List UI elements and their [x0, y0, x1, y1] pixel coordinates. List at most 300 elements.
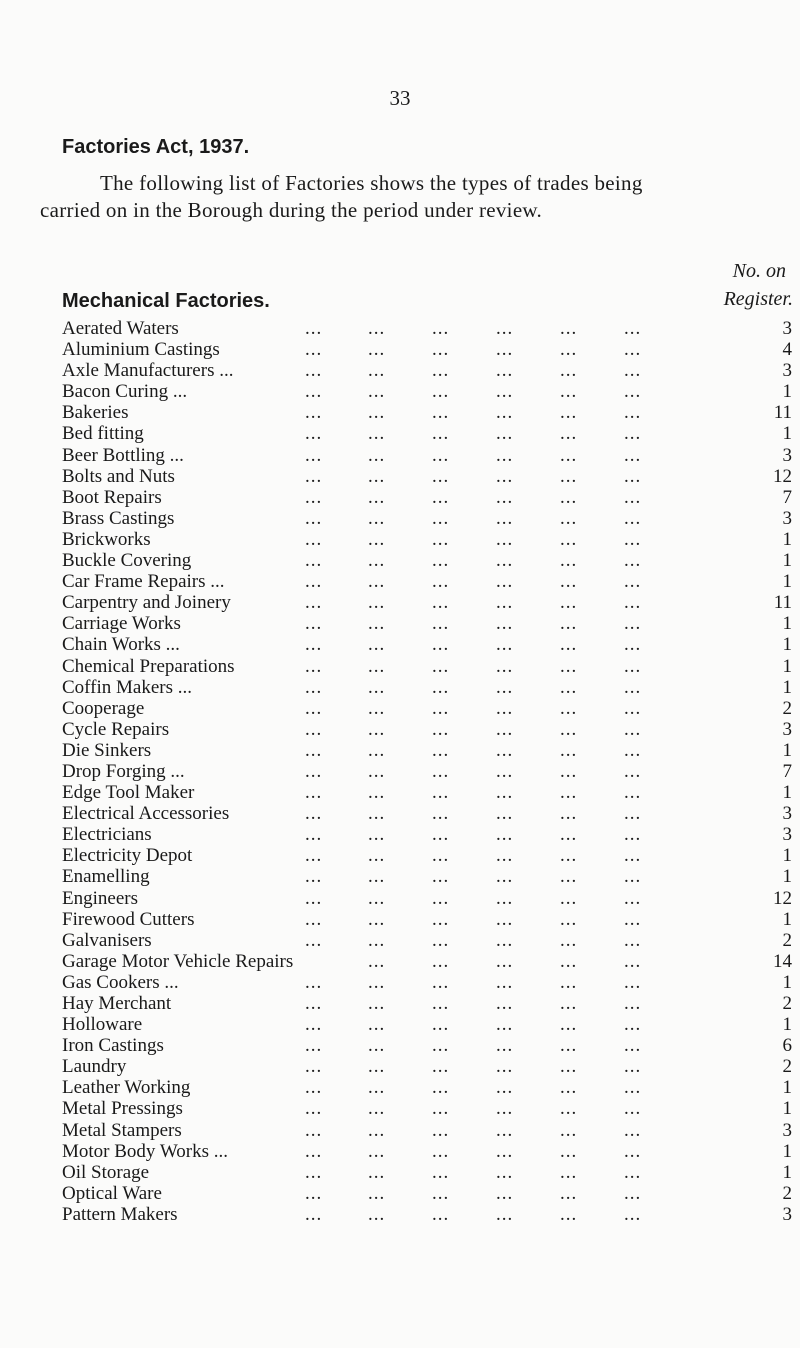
leader-dots: ... [560, 402, 578, 424]
leader-dots: ... [624, 782, 642, 804]
trade-name: Electrical Accessories [62, 803, 230, 825]
leader-dots: ... [432, 592, 450, 614]
leader-dots: ... [624, 1140, 642, 1162]
leader-dots: ... [496, 465, 514, 487]
leader-dots: ... [560, 1140, 578, 1162]
leader-dots: ... [368, 444, 386, 466]
leader-dots: ... [496, 845, 514, 867]
leader-dots: ... [305, 676, 323, 698]
leader-dots: ... [432, 402, 450, 424]
leader-dots: ... [432, 1161, 450, 1183]
leader-dots: ... [560, 718, 578, 740]
register-count: 1 [782, 1077, 792, 1099]
leader-dots: ... [496, 1077, 514, 1099]
leader-dots: ... [368, 1098, 386, 1120]
leader-dots: ... [368, 782, 386, 804]
leader-dots: ... [624, 1182, 642, 1204]
leader-dots: ... [560, 782, 578, 804]
register-count: 12 [773, 887, 792, 909]
leader-dots: ... [496, 339, 514, 361]
table-row [62, 740, 792, 761]
leader-dots: ... [496, 697, 514, 719]
table-row [62, 508, 792, 529]
leader-dots: ... [496, 1203, 514, 1225]
table-row [62, 1056, 792, 1077]
leader-dots: ... [624, 486, 642, 508]
leader-dots: ... [368, 908, 386, 930]
trade-name: Electricians [62, 824, 152, 846]
leader-dots: ... [624, 908, 642, 930]
leader-dots: ... [432, 845, 450, 867]
table-row [62, 1162, 792, 1183]
trade-name: Chain Works ... [62, 634, 180, 656]
leader-dots: ... [432, 613, 450, 635]
leader-dots: ... [432, 993, 450, 1014]
leader-dots: ... [560, 866, 578, 888]
register-count: 14 [773, 950, 792, 972]
leader-dots: ... [432, 824, 450, 846]
leader-dots: ... [496, 824, 514, 846]
leader-dots: ... [368, 1056, 386, 1078]
leader-dots: ... [560, 634, 578, 656]
trade-name: Brickworks [62, 528, 151, 550]
trade-name: Iron Castings [62, 1035, 164, 1057]
leader-dots: ... [496, 402, 514, 424]
leader-dots: ... [560, 887, 578, 909]
leader-dots: ... [624, 1098, 642, 1120]
leader-dots: ... [624, 845, 642, 867]
leader-dots: ... [305, 486, 323, 508]
register-count: 3 [782, 718, 792, 740]
register-count: 12 [773, 465, 792, 487]
trade-name: Motor Body Works ... [62, 1140, 228, 1162]
leader-dots: ... [305, 1035, 323, 1057]
leader-dots: ... [432, 971, 450, 993]
leader-dots: ... [560, 1161, 578, 1183]
register-count: 1 [782, 528, 792, 550]
table-row [62, 677, 792, 698]
leader-dots: ... [560, 803, 578, 825]
leader-dots: ... [305, 381, 323, 403]
leader-dots: ... [496, 613, 514, 635]
table-row [62, 1204, 792, 1225]
leader-dots: ... [432, 486, 450, 508]
leader-dots: ... [560, 381, 578, 403]
leader-dots: ... [368, 739, 386, 761]
trade-name: Die Sinkers [62, 739, 152, 761]
trade-name: Aerated Waters [62, 318, 179, 339]
leader-dots: ... [560, 697, 578, 719]
register-count: 2 [782, 1182, 792, 1204]
trade-name: Holloware [62, 1014, 143, 1036]
table-row [62, 803, 792, 824]
leader-dots: ... [624, 718, 642, 740]
leader-dots: ... [368, 803, 386, 825]
leader-dots: ... [624, 1014, 642, 1036]
trade-name: Bacon Curing ... [62, 381, 188, 403]
register-count: 1 [782, 1098, 792, 1120]
leader-dots: ... [305, 760, 323, 782]
leader-dots: ... [560, 1014, 578, 1036]
leader-dots: ... [305, 929, 323, 951]
leader-dots: ... [368, 360, 386, 382]
leader-dots: ... [624, 423, 642, 445]
leader-dots: ... [305, 1119, 323, 1141]
leader-dots: ... [496, 760, 514, 782]
trade-name: Buckle Covering [62, 550, 192, 572]
trade-name: Metal Stampers [62, 1119, 182, 1141]
table-row [62, 930, 792, 951]
trade-name: Carriage Works [62, 613, 181, 635]
leader-dots: ... [368, 1140, 386, 1162]
intro-line-1: The following list of Factories shows the types of trades being [100, 171, 643, 195]
leader-dots: ... [624, 697, 642, 719]
register-count: 3 [782, 803, 792, 825]
register-count: 2 [782, 993, 792, 1014]
leader-dots: ... [560, 486, 578, 508]
table-row [62, 381, 792, 402]
register-count: 11 [773, 592, 792, 614]
leader-dots: ... [624, 360, 642, 382]
leader-dots: ... [305, 1182, 323, 1204]
trade-name: Firewood Cutters [62, 908, 195, 930]
register-count: 1 [782, 655, 792, 677]
leader-dots: ... [305, 507, 323, 529]
leader-dots: ... [432, 866, 450, 888]
leader-dots: ... [496, 1182, 514, 1204]
leader-dots: ... [560, 360, 578, 382]
table-row [62, 402, 792, 423]
leader-dots: ... [368, 550, 386, 572]
leader-dots: ... [432, 760, 450, 782]
table-row [62, 972, 792, 993]
leader-dots: ... [560, 1077, 578, 1099]
leader-dots: ... [496, 507, 514, 529]
leader-dots: ... [368, 381, 386, 403]
leader-dots: ... [624, 950, 642, 972]
leader-dots: ... [368, 318, 386, 339]
leader-dots: ... [368, 528, 386, 550]
table-row [62, 550, 792, 571]
leader-dots: ... [624, 465, 642, 487]
leader-dots: ... [560, 592, 578, 614]
leader-dots: ... [496, 971, 514, 993]
leader-dots: ... [560, 845, 578, 867]
leader-dots: ... [432, 318, 450, 339]
intro-line-2: carried on in the Borough during the period under review. [40, 198, 543, 222]
leader-dots: ... [624, 571, 642, 593]
leader-dots: ... [560, 613, 578, 635]
table-row [62, 1120, 792, 1141]
leader-dots: ... [368, 866, 386, 888]
leader-dots: ... [496, 1035, 514, 1057]
leader-dots: ... [560, 971, 578, 993]
leader-dots: ... [432, 528, 450, 550]
leader-dots: ... [432, 908, 450, 930]
leader-dots: ... [305, 528, 323, 550]
table-row [62, 423, 792, 444]
leader-dots: ... [305, 571, 323, 593]
trade-name: Bakeries [62, 402, 129, 424]
leader-dots: ... [432, 381, 450, 403]
leader-dots: ... [305, 360, 323, 382]
leader-dots: ... [368, 1161, 386, 1183]
leader-dots: ... [624, 1035, 642, 1057]
leader-dots: ... [368, 486, 386, 508]
trade-name: Optical Ware [62, 1182, 162, 1204]
trade-name: Hay Merchant [62, 993, 172, 1014]
leader-dots: ... [560, 528, 578, 550]
register-count: 1 [782, 845, 792, 867]
leader-dots: ... [305, 718, 323, 740]
leader-dots: ... [560, 1035, 578, 1057]
trade-name: Enamelling [62, 866, 150, 888]
leader-dots: ... [624, 592, 642, 614]
trade-name: Carpentry and Joinery [62, 592, 231, 614]
leader-dots: ... [624, 739, 642, 761]
leader-dots: ... [305, 550, 323, 572]
leader-dots: ... [624, 1119, 642, 1141]
table-row [62, 909, 792, 930]
leader-dots: ... [496, 1056, 514, 1078]
leader-dots: ... [432, 803, 450, 825]
register-count: 1 [782, 634, 792, 656]
register-count: 1 [782, 908, 792, 930]
register-count: 7 [782, 760, 792, 782]
table-row [62, 782, 792, 803]
leader-dots: ... [432, 571, 450, 593]
leader-dots: ... [624, 339, 642, 361]
register-count: 3 [782, 444, 792, 466]
leader-dots: ... [624, 929, 642, 951]
leader-dots: ... [560, 465, 578, 487]
leader-dots: ... [432, 465, 450, 487]
leader-dots: ... [432, 360, 450, 382]
table-row [62, 529, 792, 550]
leader-dots: ... [560, 1119, 578, 1141]
leader-dots: ... [496, 950, 514, 972]
register-count: 1 [782, 866, 792, 888]
register-count: 1 [782, 1140, 792, 1162]
trade-name: Cooperage [62, 697, 145, 719]
table-row [62, 613, 792, 634]
leader-dots: ... [368, 760, 386, 782]
register-count: 1 [782, 381, 792, 403]
table-row [62, 445, 792, 466]
leader-dots: ... [560, 1056, 578, 1078]
leader-dots: ... [305, 697, 323, 719]
leader-dots: ... [496, 676, 514, 698]
leader-dots: ... [432, 1035, 450, 1057]
table-row [62, 951, 792, 972]
leader-dots: ... [305, 993, 323, 1014]
table-row [62, 656, 792, 677]
leader-dots: ... [368, 676, 386, 698]
leader-dots: ... [624, 444, 642, 466]
leader-dots: ... [305, 1203, 323, 1225]
trade-name: Brass Castings [62, 507, 175, 529]
leader-dots: ... [496, 782, 514, 804]
leader-dots: ... [560, 824, 578, 846]
leader-dots: ... [560, 929, 578, 951]
table-row [62, 634, 792, 655]
leader-dots: ... [432, 718, 450, 740]
leader-dots: ... [496, 739, 514, 761]
leader-dots: ... [368, 845, 386, 867]
leader-dots: ... [305, 444, 323, 466]
leader-dots: ... [368, 950, 386, 972]
leader-dots: ... [432, 550, 450, 572]
leader-dots: ... [432, 1077, 450, 1099]
leader-dots: ... [305, 803, 323, 825]
leader-dots: ... [624, 550, 642, 572]
leader-dots: ... [305, 655, 323, 677]
leader-dots: ... [496, 993, 514, 1014]
leader-dots: ... [496, 908, 514, 930]
leader-dots: ... [368, 971, 386, 993]
leader-dots: ... [624, 803, 642, 825]
leader-dots: ... [368, 993, 386, 1014]
factory-list [62, 318, 792, 1225]
trade-name: Cycle Repairs [62, 718, 170, 740]
table-row [62, 592, 792, 613]
table-row [62, 339, 792, 360]
table-row [62, 719, 792, 740]
leader-dots: ... [496, 486, 514, 508]
leader-dots: ... [305, 592, 323, 614]
leader-dots: ... [305, 782, 323, 804]
leader-dots: ... [560, 318, 578, 339]
leader-dots: ... [624, 676, 642, 698]
register-count: 2 [782, 929, 792, 951]
table-row [62, 824, 792, 845]
leader-dots: ... [496, 929, 514, 951]
register-count: 1 [782, 676, 792, 698]
table-row [62, 1183, 792, 1204]
leader-dots: ... [560, 655, 578, 677]
intro-paragraph [40, 170, 800, 224]
trade-name: Chemical Preparations [62, 655, 235, 677]
leader-dots: ... [305, 908, 323, 930]
trade-name: Galvanisers [62, 929, 152, 951]
leader-dots: ... [624, 824, 642, 846]
leader-dots: ... [432, 1203, 450, 1225]
leader-dots: ... [368, 571, 386, 593]
leader-dots: ... [624, 402, 642, 424]
leader-dots: ... [432, 1056, 450, 1078]
table-row [62, 761, 792, 782]
leader-dots: ... [305, 1056, 323, 1078]
leader-dots: ... [305, 1140, 323, 1162]
leader-dots: ... [496, 381, 514, 403]
trade-name: Aluminium Castings [62, 339, 220, 361]
leader-dots: ... [560, 1203, 578, 1225]
register-count: 3 [782, 1203, 792, 1225]
leader-dots: ... [624, 381, 642, 403]
leader-dots: ... [496, 718, 514, 740]
table-row [62, 1035, 792, 1056]
column-header-line-2: Register. [723, 288, 793, 310]
leader-dots: ... [496, 655, 514, 677]
leader-dots: ... [305, 613, 323, 635]
leader-dots: ... [560, 1182, 578, 1204]
leader-dots: ... [560, 423, 578, 445]
leader-dots: ... [305, 739, 323, 761]
leader-dots: ... [368, 613, 386, 635]
leader-dots: ... [432, 655, 450, 677]
table-row [62, 1141, 792, 1162]
leader-dots: ... [560, 339, 578, 361]
register-count: 4 [782, 339, 792, 361]
register-count: 1 [782, 739, 792, 761]
leader-dots: ... [305, 1077, 323, 1099]
leader-dots: ... [368, 655, 386, 677]
leader-dots: ... [432, 444, 450, 466]
leader-dots: ... [432, 1098, 450, 1120]
leader-dots: ... [496, 866, 514, 888]
leader-dots: ... [496, 550, 514, 572]
leader-dots: ... [624, 1077, 642, 1099]
register-count: 2 [782, 1056, 792, 1078]
leader-dots: ... [305, 339, 323, 361]
table-row [62, 866, 792, 887]
register-count: 3 [782, 360, 792, 382]
register-count: 1 [782, 971, 792, 993]
register-count: 1 [782, 613, 792, 635]
table-row [62, 1014, 792, 1035]
trade-name: Car Frame Repairs ... [62, 571, 225, 593]
leader-dots: ... [560, 993, 578, 1014]
register-count: 2 [782, 697, 792, 719]
register-count: 1 [782, 550, 792, 572]
leader-dots: ... [368, 697, 386, 719]
leader-dots: ... [624, 507, 642, 529]
leader-dots: ... [368, 1119, 386, 1141]
table-row [62, 466, 792, 487]
table-row [62, 845, 792, 866]
leader-dots: ... [496, 318, 514, 339]
register-count: 1 [782, 423, 792, 445]
leader-dots: ... [496, 1161, 514, 1183]
leader-dots: ... [368, 1182, 386, 1204]
leader-dots: ... [624, 613, 642, 635]
trade-name: Drop Forging ... [62, 760, 185, 782]
leader-dots: ... [496, 444, 514, 466]
leader-dots: ... [305, 866, 323, 888]
leader-dots: ... [368, 507, 386, 529]
trade-name: Bed fitting [62, 423, 144, 445]
leader-dots: ... [496, 423, 514, 445]
leader-dots: ... [560, 908, 578, 930]
column-header-line-1: No. on [732, 260, 786, 282]
leader-dots: ... [624, 1203, 642, 1225]
leader-dots: ... [432, 1119, 450, 1141]
leader-dots: ... [624, 634, 642, 656]
leader-dots: ... [305, 634, 323, 656]
leader-dots: ... [305, 423, 323, 445]
register-count: 3 [782, 507, 792, 529]
leader-dots: ... [496, 1098, 514, 1120]
leader-dots: ... [368, 402, 386, 424]
leader-dots: ... [496, 1119, 514, 1141]
leader-dots: ... [368, 1077, 386, 1099]
leader-dots: ... [496, 1140, 514, 1162]
leader-dots: ... [624, 528, 642, 550]
leader-dots: ... [368, 1014, 386, 1036]
trade-name: Oil Storage [62, 1161, 150, 1183]
leader-dots: ... [624, 1056, 642, 1078]
leader-dots: ... [432, 739, 450, 761]
